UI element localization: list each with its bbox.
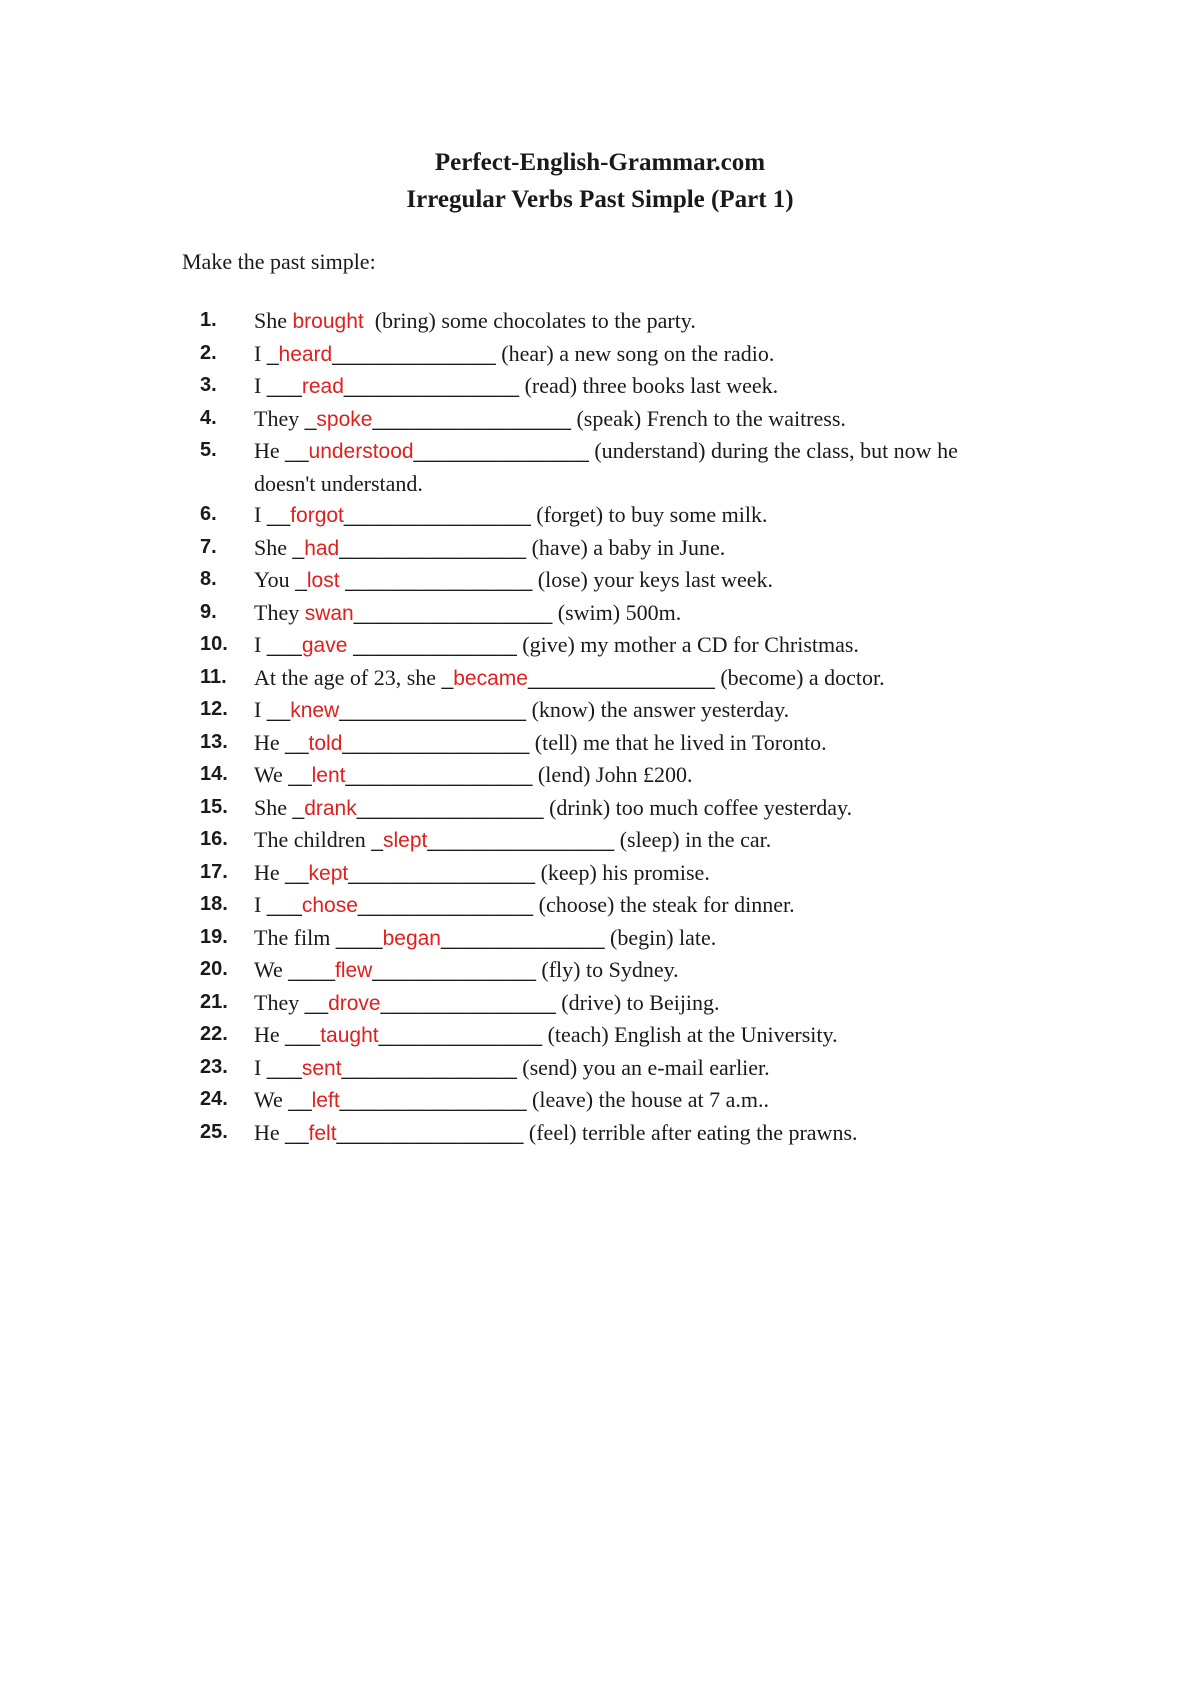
exercise-number: 13. bbox=[200, 730, 228, 753]
answer-text: left bbox=[311, 1089, 340, 1112]
exercise-sentence bbox=[254, 435, 964, 499]
answer-blank-lead: __ bbox=[285, 861, 309, 885]
sentence-start: They bbox=[254, 599, 305, 625]
sentence-end: (read) three books last week. bbox=[519, 373, 779, 398]
answer-blank-trail: ______________ bbox=[372, 959, 536, 982]
exercise-sentence bbox=[254, 532, 960, 565]
sentence-end: (lend) John £200. bbox=[532, 762, 693, 787]
exercise-number: 4. bbox=[200, 406, 217, 429]
sentence-end: (understand) during the class, but now he doesn't understand. bbox=[254, 438, 964, 496]
sentence-end: (hear) a new song on the radio. bbox=[495, 340, 775, 366]
sentence-start: You bbox=[254, 567, 296, 592]
answer-blank-trail: ________________ bbox=[348, 861, 536, 885]
answer-text: read bbox=[301, 375, 344, 398]
exercise-sentence bbox=[254, 1084, 960, 1117]
answer-blank-trail: _______________ bbox=[343, 375, 520, 398]
exercise-number: 15. bbox=[200, 795, 228, 818]
sentence-end: (have) a baby in June. bbox=[526, 534, 726, 560]
exercise-item bbox=[200, 629, 960, 662]
exercise-item bbox=[200, 1117, 960, 1150]
answer-blank-trail: ________________ bbox=[343, 504, 531, 527]
exercise-sentence bbox=[254, 987, 960, 1020]
sentence-end: (speak) French to the waitress. bbox=[570, 405, 846, 431]
exercise-number: 16. bbox=[200, 828, 228, 850]
sentence-end: (fly) to Sydney. bbox=[535, 957, 679, 982]
answer-blank-trail: ______________ bbox=[441, 926, 605, 950]
exercise-sentence bbox=[254, 792, 960, 825]
answer-blank-lead: ___ bbox=[266, 894, 302, 917]
answer-blank-trail: ________________ bbox=[356, 796, 544, 820]
answer-blank-trail: ________________ bbox=[336, 1121, 524, 1145]
sentence-start: At the age of 23, she bbox=[254, 664, 442, 690]
sentence-end: (know) the answer yesterday. bbox=[526, 697, 790, 722]
answer-blank-trail: _______________ bbox=[341, 1056, 517, 1080]
exercise-item bbox=[200, 370, 960, 403]
answer-blank-lead: ____ bbox=[288, 959, 335, 982]
answer-text: flew bbox=[335, 959, 373, 982]
exercise-number: 18. bbox=[200, 893, 228, 915]
sentence-end: (keep) his promise. bbox=[535, 859, 710, 885]
exercise-sentence bbox=[254, 499, 960, 532]
sentence-start: The children bbox=[254, 827, 372, 852]
exercise-item bbox=[200, 1019, 960, 1052]
sentence-end: (give) my mother a CD for Christmas. bbox=[516, 632, 859, 657]
sentence-start: The film bbox=[254, 924, 336, 950]
exercise-item bbox=[200, 305, 960, 338]
exercise-sentence bbox=[254, 922, 960, 955]
sentence-end: (choose) the steak for dinner. bbox=[533, 892, 795, 917]
answer-blank-trail: _______________ bbox=[357, 894, 534, 917]
sentence-start: We bbox=[254, 762, 289, 787]
exercise-item bbox=[200, 954, 960, 987]
answer-blank-trail: _______________ bbox=[380, 991, 556, 1015]
site-title: Perfect-English-Grammar.com bbox=[434, 149, 766, 176]
answer-text: began bbox=[382, 926, 441, 950]
answer-text: became bbox=[453, 666, 528, 690]
exercise-item bbox=[200, 694, 960, 727]
exercise-sentence bbox=[254, 1019, 960, 1052]
sentence-end: (sleep) in the car. bbox=[614, 827, 772, 852]
answer-blank-trail: ________________ bbox=[339, 536, 527, 560]
answer-blank-lead: __ bbox=[304, 991, 329, 1015]
answer-blank-trail: ________________ bbox=[339, 569, 533, 592]
answer-blank-trail: _______________ bbox=[413, 440, 589, 463]
exercise-number: 19. bbox=[200, 925, 228, 948]
sentence-start: We bbox=[254, 957, 289, 982]
exercise-item bbox=[200, 403, 960, 436]
answer-text: chose bbox=[301, 894, 358, 917]
exercise-number: 25. bbox=[200, 1120, 228, 1143]
answer-text: told bbox=[308, 731, 343, 755]
sentence-end: (leave) the house at 7 a.m.. bbox=[526, 1087, 770, 1112]
answer-blank-lead: __ bbox=[288, 1089, 312, 1112]
sentence-start: She bbox=[254, 308, 293, 333]
exercise-item bbox=[200, 338, 960, 371]
exercise-number: 9. bbox=[200, 600, 217, 623]
answer-text: spoke bbox=[316, 407, 373, 431]
answer-blank-trail: ______________ bbox=[332, 342, 496, 366]
exercise-sentence bbox=[254, 759, 960, 792]
answer-text: lost bbox=[306, 569, 340, 592]
exercise-number: 11. bbox=[200, 665, 227, 688]
exercise-item bbox=[200, 564, 960, 597]
instruction-text: Make the past simple: bbox=[182, 249, 376, 274]
answer-text: understood bbox=[308, 440, 414, 463]
sentence-start: They bbox=[254, 989, 305, 1015]
sentence-start: She bbox=[254, 534, 293, 560]
exercise-number: 10. bbox=[200, 633, 228, 655]
answer-blank-lead: _ bbox=[304, 407, 317, 431]
exercise-item bbox=[200, 435, 964, 499]
answer-text: drank bbox=[304, 796, 357, 820]
exercise-item bbox=[200, 759, 960, 792]
exercise-sentence bbox=[254, 564, 960, 597]
answer-blank-trail: ________________ bbox=[339, 699, 527, 722]
sentence-start: We bbox=[254, 1087, 289, 1112]
exercise-number: 20. bbox=[200, 958, 228, 980]
sentence-start: I bbox=[254, 340, 267, 366]
exercise-sentence bbox=[254, 370, 960, 403]
answer-blank-lead: _ bbox=[295, 569, 307, 592]
answer-blank-lead: __ bbox=[266, 504, 291, 527]
exercise-sentence bbox=[254, 662, 960, 695]
sentence-start: I bbox=[254, 502, 267, 527]
answer-blank-trail: _________________ bbox=[353, 601, 553, 625]
sentence-start: He bbox=[254, 1119, 286, 1145]
exercise-sentence bbox=[254, 954, 960, 987]
exercise-sentence bbox=[254, 629, 960, 662]
sentence-end: (feel) terrible after eating the prawns. bbox=[523, 1119, 858, 1145]
exercise-sentence bbox=[254, 1117, 960, 1150]
exercise-number: 17. bbox=[200, 860, 228, 883]
answer-blank-lead: _ bbox=[292, 536, 305, 560]
answer-text: felt bbox=[308, 1121, 337, 1145]
exercise-number: 3. bbox=[200, 374, 217, 396]
answer-text: had bbox=[304, 536, 340, 560]
exercise-sentence bbox=[254, 597, 960, 630]
answer-blank-lead: __ bbox=[285, 440, 309, 463]
exercise-item bbox=[200, 824, 960, 857]
answer-blank-lead: _ bbox=[371, 829, 383, 852]
sentence-start: He bbox=[254, 1022, 286, 1047]
sentence-end: (teach) English at the University. bbox=[542, 1022, 838, 1047]
answer-text: gave bbox=[301, 634, 348, 657]
answer-text: drove bbox=[328, 991, 381, 1015]
sentence-start: They bbox=[254, 405, 305, 431]
exercise-sentence bbox=[254, 694, 960, 727]
answer-blank-lead: __ bbox=[288, 764, 312, 787]
answer-blank-trail: ________________ bbox=[427, 829, 615, 852]
exercise-item bbox=[200, 922, 960, 955]
exercise-item bbox=[200, 889, 960, 922]
answer-blank-trail: ________________ bbox=[339, 1089, 527, 1112]
sentence-end: (swim) 500m. bbox=[552, 599, 682, 625]
exercise-sentence bbox=[254, 1052, 960, 1085]
sentence-start: I bbox=[254, 892, 267, 917]
answer-blank-lead: _ bbox=[266, 342, 279, 366]
answer-text: forgot bbox=[290, 504, 344, 527]
sentence-end: (drink) too much coffee yesterday. bbox=[543, 794, 853, 820]
exercise-item bbox=[200, 662, 960, 695]
exercise-number: 12. bbox=[200, 698, 228, 720]
sentence-start: I bbox=[254, 697, 267, 722]
sentence-start: I bbox=[254, 632, 267, 657]
exercise-item bbox=[200, 857, 960, 890]
answer-text: sent bbox=[301, 1056, 342, 1080]
exercise-sentence bbox=[254, 857, 960, 890]
exercise-number: 24. bbox=[200, 1088, 228, 1110]
sentence-start: He bbox=[254, 438, 286, 463]
sentence-end: (send) you an e-mail earlier. bbox=[516, 1054, 770, 1080]
answer-blank-trail: ________________ bbox=[345, 764, 533, 787]
exercise-item bbox=[200, 727, 960, 760]
sentence-start: He bbox=[254, 729, 286, 755]
exercise-sentence bbox=[254, 824, 960, 857]
sentence-end: (lose) your keys last week. bbox=[532, 567, 773, 592]
exercise-number: 22. bbox=[200, 1023, 228, 1045]
answer-blank-lead: _ bbox=[441, 666, 454, 690]
sentence-start: I bbox=[254, 1054, 267, 1080]
answer-text: taught bbox=[320, 1024, 379, 1047]
answer-blank-lead: ___ bbox=[266, 375, 302, 398]
answer-text: lent bbox=[311, 764, 346, 787]
exercise-sentence bbox=[254, 305, 960, 338]
exercise-number: 6. bbox=[200, 503, 217, 525]
answer-text: slept bbox=[382, 829, 428, 852]
sentence-end: (forget) to buy some milk. bbox=[530, 502, 768, 527]
answer-blank-lead: __ bbox=[285, 1121, 309, 1145]
exercise-number: 2. bbox=[200, 341, 217, 364]
answer-blank-trail: ________________ bbox=[527, 666, 715, 690]
exercise-item bbox=[200, 499, 960, 532]
exercise-item bbox=[200, 1084, 960, 1117]
sentence-end: (bring) some chocolates to the party. bbox=[363, 308, 696, 333]
exercise-sentence bbox=[254, 727, 960, 760]
exercise-item bbox=[200, 1052, 960, 1085]
sentence-end: (drive) to Beijing. bbox=[555, 989, 720, 1015]
worksheet-title: Irregular Verbs Past Simple (Part 1) bbox=[406, 186, 794, 213]
answer-blank-trail: ______________ bbox=[378, 1024, 543, 1047]
sentence-end: (become) a doctor. bbox=[714, 664, 885, 690]
sentence-start: He bbox=[254, 859, 286, 885]
exercise-number: 23. bbox=[200, 1055, 228, 1078]
exercise-sentence bbox=[254, 338, 960, 371]
exercise-sentence bbox=[254, 889, 960, 922]
answer-blank-trail: _________________ bbox=[372, 407, 571, 431]
exercise-number: 5. bbox=[200, 439, 217, 461]
exercise-number: 7. bbox=[200, 535, 217, 558]
answer-text: swan bbox=[304, 601, 354, 625]
sentence-end: (tell) me that he lived in Toronto. bbox=[529, 729, 827, 755]
answer-blank-lead: ___ bbox=[266, 1056, 302, 1080]
exercise-item bbox=[200, 987, 960, 1020]
sentence-end: (begin) late. bbox=[604, 924, 717, 950]
sentence-start: She bbox=[254, 794, 293, 820]
answer-blank-lead: ___ bbox=[266, 634, 302, 657]
exercise-item bbox=[200, 792, 960, 825]
answer-blank-lead: __ bbox=[266, 699, 291, 722]
answer-blank-lead: _ bbox=[292, 796, 305, 820]
sentence-start: I bbox=[254, 373, 267, 398]
answer-blank-lead: __ bbox=[285, 731, 309, 755]
answer-text: heard bbox=[278, 342, 333, 366]
exercise-number: 8. bbox=[200, 568, 217, 590]
exercise-item bbox=[200, 597, 960, 630]
exercise-number: 1. bbox=[200, 309, 217, 331]
exercise-list bbox=[200, 305, 964, 1149]
answer-blank-trail: ______________ bbox=[347, 634, 517, 657]
answer-blank-lead: ____ bbox=[335, 926, 383, 950]
exercise-number: 14. bbox=[200, 763, 228, 785]
answer-blank-trail: ________________ bbox=[342, 731, 530, 755]
answer-text: brought bbox=[292, 310, 364, 333]
exercise-sentence bbox=[254, 403, 960, 436]
answer-text: knew bbox=[290, 699, 340, 722]
answer-blank-lead: ___ bbox=[285, 1024, 321, 1047]
exercise-number: 21. bbox=[200, 990, 228, 1013]
exercise-item bbox=[200, 532, 960, 565]
answer-text: kept bbox=[308, 861, 349, 885]
